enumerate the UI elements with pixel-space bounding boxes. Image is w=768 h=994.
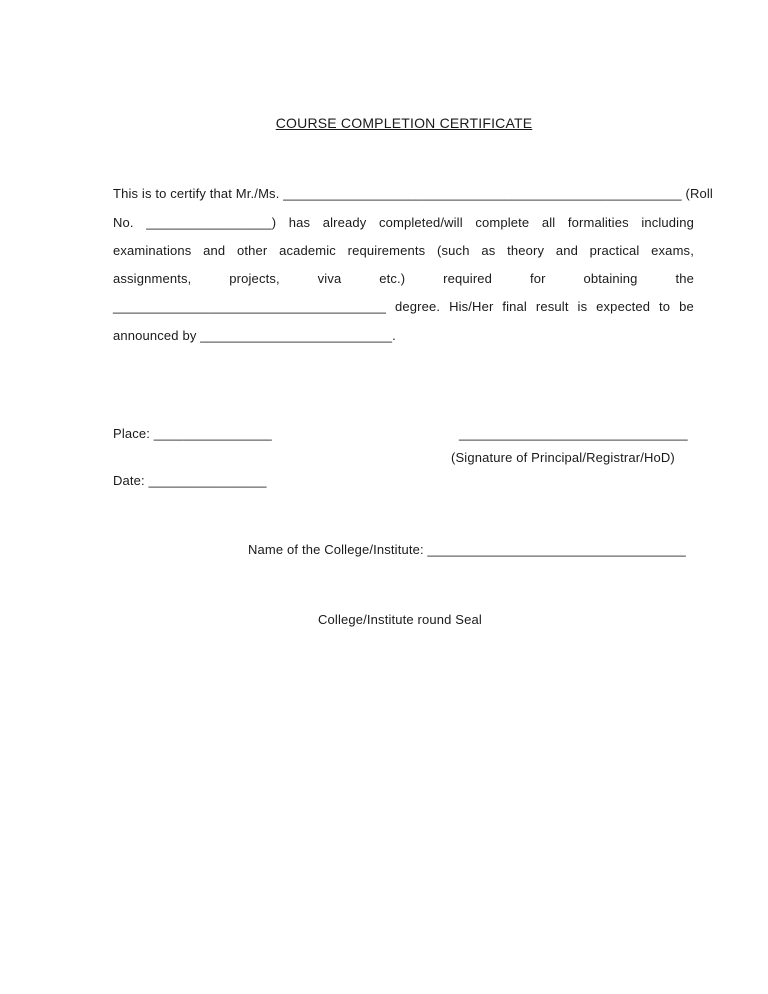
- body-word: the: [675, 271, 694, 286]
- body-word: complete: [475, 215, 530, 230]
- body-line-3: [113, 243, 694, 259]
- body-word: all: [541, 215, 556, 230]
- body-word: obtaining: [583, 271, 638, 286]
- body-word: has: [288, 215, 311, 230]
- body-word: formalities: [567, 215, 629, 230]
- signature-caption: (Signature of Principal/Registrar/HoD): [451, 450, 675, 465]
- body-line-6: [113, 328, 396, 344]
- body-word: viva: [317, 271, 342, 286]
- body-word: completed/will: [379, 215, 463, 230]
- body-line-4: [113, 271, 694, 287]
- body-word: No.: [113, 215, 134, 230]
- body-line-6-text: announced by __________________________.: [113, 328, 396, 343]
- body-line-2: [113, 215, 694, 231]
- body-word: examinations: [113, 243, 192, 258]
- body-word: academic: [279, 243, 336, 258]
- body-word: degree.: [394, 299, 441, 314]
- body-word: and: [555, 243, 578, 258]
- college-name-field: Name of the College/Institute: ___________________________________: [248, 542, 686, 557]
- body-word: final: [502, 299, 527, 314]
- body-word: theory: [507, 243, 545, 258]
- body-word: etc.): [379, 271, 406, 286]
- body-line-5: [113, 299, 694, 315]
- body-word: projects,: [229, 271, 280, 286]
- seal-label: College/Institute round Seal: [318, 612, 482, 627]
- body-word: as: [481, 243, 496, 258]
- place-field-label: Place: ________________: [113, 426, 272, 441]
- body-word: (such: [437, 243, 470, 258]
- body-word: assignments,: [113, 271, 192, 286]
- body-word: required: [443, 271, 493, 286]
- body-word: expected: [596, 299, 651, 314]
- date-field-label: Date: ________________: [113, 473, 267, 488]
- body-word: be: [679, 299, 694, 314]
- body-word: other: [236, 243, 268, 258]
- body-word: exams,: [651, 243, 694, 258]
- body-line-1-text: This is to certify that Mr./Ms. ______________________________________________________ (Roll: [113, 186, 713, 201]
- body-word: His/Her: [449, 299, 494, 314]
- body-word: practical: [589, 243, 640, 258]
- body-word: requirements: [347, 243, 426, 258]
- body-word: result: [535, 299, 569, 314]
- body-word: for: [529, 271, 546, 286]
- certificate-title: COURSE COMPLETION CERTIFICATE: [275, 115, 533, 131]
- body-word: to: [659, 299, 671, 314]
- signature-line: _______________________________: [459, 426, 688, 441]
- body-word: already: [322, 215, 367, 230]
- body-line-1: [113, 186, 713, 202]
- body-word: _________________): [146, 215, 277, 230]
- body-word: and: [203, 243, 226, 258]
- body-word: including: [641, 215, 694, 230]
- body-word: _____________________________________: [113, 299, 387, 314]
- body-word: is: [577, 299, 588, 314]
